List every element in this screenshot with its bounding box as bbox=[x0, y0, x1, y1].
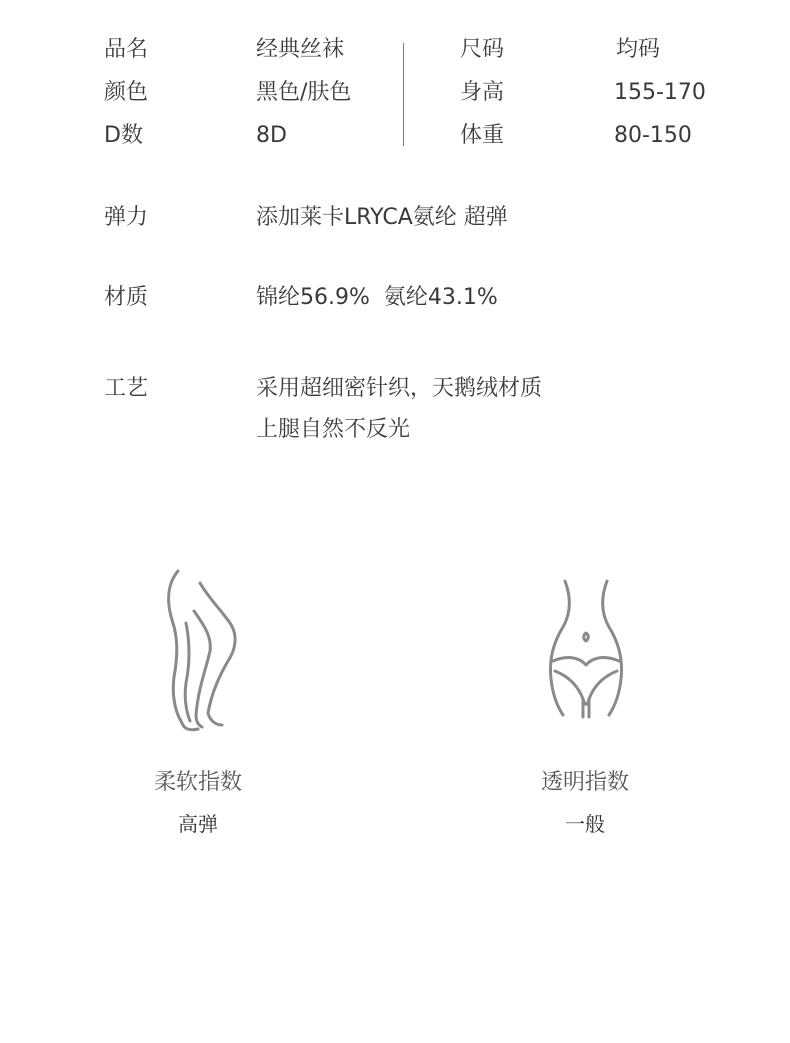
detail-value-elasticity: 添加莱卡LRYCA氨纶 超弹 bbox=[256, 205, 508, 230]
softness-index-title: 柔软指数 bbox=[153, 770, 242, 795]
transparency-index-value: 一般 bbox=[565, 812, 605, 836]
spec-label-weight: 体重 bbox=[460, 123, 505, 148]
detail-label-material: 材质 bbox=[104, 285, 149, 310]
spec-label-denier: D数 bbox=[104, 123, 143, 148]
detail-value-craft-line1: 采用超细密针织，天鹅绒材质 bbox=[256, 376, 543, 401]
detail-value-material: 锦纶56.9% 氨纶43.1% bbox=[256, 285, 498, 310]
spec-label-name: 品名 bbox=[104, 37, 149, 62]
softness-index-value: 高弹 bbox=[178, 812, 218, 836]
detail-label-elasticity: 弹力 bbox=[104, 205, 149, 230]
spec-label-height: 身高 bbox=[460, 80, 505, 105]
spec-value-weight: 80-150 bbox=[614, 123, 692, 148]
spec-value-name: 经典丝袜 bbox=[256, 37, 345, 62]
spec-value-denier: 8D bbox=[256, 123, 287, 148]
spec-value-size: 均码 bbox=[616, 37, 661, 62]
spec-label-color: 颜色 bbox=[104, 80, 149, 105]
hips-icon bbox=[543, 575, 633, 725]
legs-icon bbox=[150, 565, 250, 735]
spec-value-height: 155-170 bbox=[614, 80, 706, 105]
detail-label-craft: 工艺 bbox=[104, 376, 149, 401]
transparency-index-title: 透明指数 bbox=[540, 770, 629, 795]
detail-value-craft-line2: 上腿自然不反光 bbox=[256, 417, 411, 442]
spec-value-color: 黑色/肤色 bbox=[256, 80, 352, 105]
spec-divider bbox=[403, 43, 404, 146]
spec-label-size: 尺码 bbox=[460, 37, 505, 62]
